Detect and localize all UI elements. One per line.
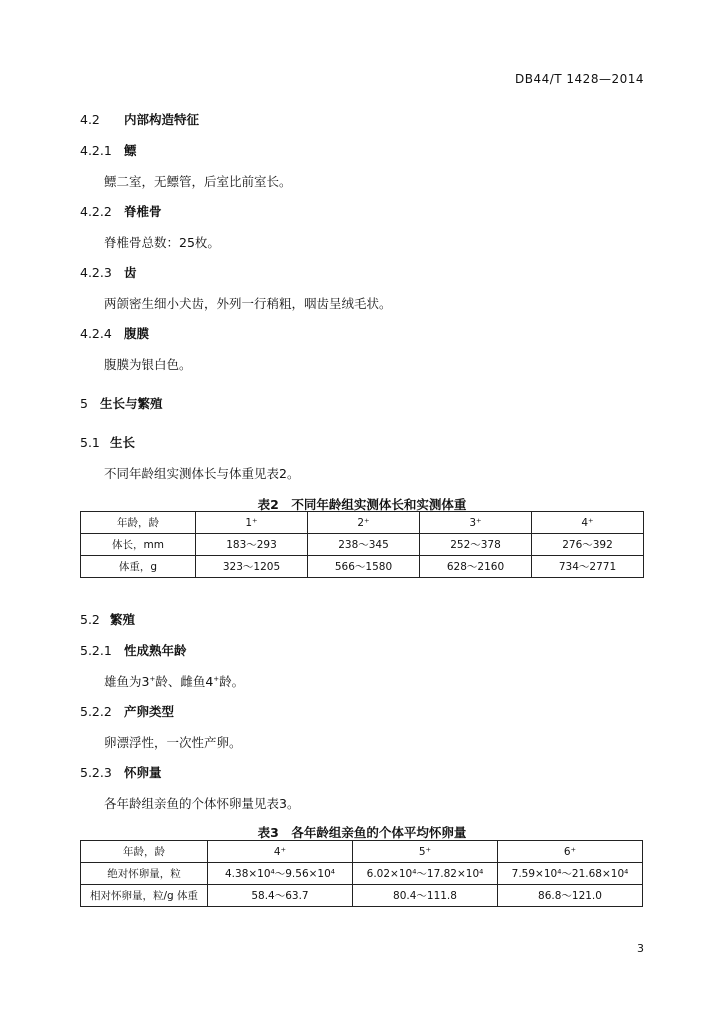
table-cell: 2⁺ (308, 512, 420, 534)
heading-5-2-2 (80, 702, 174, 720)
table-cell: 6.02×10⁴～17.82×10⁴ (353, 863, 498, 885)
heading-title: 生长与繁殖 (100, 396, 163, 411)
paragraph-teeth: 两颌密生细小犬齿，外列一行稍粗，咽齿呈绒毛状。 (104, 296, 392, 311)
heading-number: 5.1 (80, 435, 100, 450)
table3-caption: 表3 各年龄组亲鱼的个体平均怀卵量 (257, 825, 467, 840)
table-cell: 566～1580 (308, 556, 420, 578)
heading-title: 内部构造特征 (124, 112, 200, 127)
table-cell: 相对怀卵量，粒/g 体重 (81, 885, 208, 907)
heading-4-2-4 (80, 324, 149, 342)
table-cell: 628～2160 (420, 556, 532, 578)
table2-caption: 表2 不同年龄组实测体长和实测体重 (257, 497, 467, 512)
table-cell: 3⁺ (420, 512, 532, 534)
heading-number: 5 (80, 396, 88, 411)
superscript: + (213, 674, 220, 683)
table-cell: 4⁺ (208, 841, 353, 863)
heading-title: 齿 (124, 265, 137, 280)
table-cell: 绝对怀卵量，粒 (81, 863, 208, 885)
heading-number: 5.2.3 (80, 765, 112, 780)
table-row (81, 556, 644, 578)
heading-5-2-1 (80, 641, 187, 659)
table-cell: 1⁺ (196, 512, 308, 534)
table-cell: 734～2771 (532, 556, 644, 578)
table-cell: 58.4～63.7 (208, 885, 353, 907)
heading-number: 5.2 (80, 612, 100, 627)
text-segment: 雄鱼为3 (104, 674, 150, 689)
heading-title: 怀卵量 (124, 765, 162, 780)
paragraph-fecundity: 各年龄组亲鱼的个体怀卵量见表3。 (104, 796, 300, 811)
heading-number: 4.2.2 (80, 204, 112, 219)
heading-title: 生长 (110, 435, 136, 450)
superscript: + (149, 674, 156, 683)
heading-number: 5.2.1 (80, 643, 112, 658)
heading-5-1 (80, 433, 135, 451)
heading-title: 鳔 (124, 143, 137, 158)
heading-4-2-2 (80, 202, 162, 220)
heading-title: 脊椎骨 (124, 204, 162, 219)
paragraph-swim-bladder: 鳔二室，无鳔管，后室比前室长。 (104, 174, 292, 189)
table-row (81, 534, 644, 556)
table-cell: 252～378 (420, 534, 532, 556)
table-cell: 5⁺ (353, 841, 498, 863)
heading-5-2 (80, 610, 135, 628)
table-cell: 7.59×10⁴～21.68×10⁴ (498, 863, 643, 885)
heading-5-2-3 (80, 763, 162, 781)
heading-number: 4.2.4 (80, 326, 112, 341)
paragraph-maturity-age (104, 672, 244, 690)
table-cell: 86.8～121.0 (498, 885, 643, 907)
heading-title: 性成熟年龄 (124, 643, 187, 658)
table-row (81, 512, 644, 534)
table-row (81, 885, 643, 907)
table-cell: 6⁺ (498, 841, 643, 863)
table3 (80, 840, 643, 907)
table-cell: 4⁺ (532, 512, 644, 534)
table-row (81, 841, 643, 863)
table-cell: 体长，mm (81, 534, 196, 556)
table-cell: 80.4～111.8 (353, 885, 498, 907)
table-cell: 323～1205 (196, 556, 308, 578)
table-cell: 体重，g (81, 556, 196, 578)
table-cell: 276～392 (532, 534, 644, 556)
table2 (80, 511, 644, 578)
heading-title: 腹膜 (124, 326, 150, 341)
heading-4-2-3 (80, 263, 137, 281)
paragraph-vertebrae: 脊椎骨总数：25枚。 (104, 235, 220, 250)
table-cell: 183～293 (196, 534, 308, 556)
table-cell: 4.38×10⁴～9.56×10⁴ (208, 863, 353, 885)
text-segment: 龄。 (219, 674, 245, 689)
heading-title: 产卵类型 (124, 704, 175, 719)
text-segment: 龄、雌鱼4 (155, 674, 214, 689)
paragraph-peritoneum: 腹膜为银白色。 (104, 357, 192, 372)
heading-title: 繁殖 (110, 612, 136, 627)
heading-4-2-1 (80, 141, 137, 159)
heading-number: 4.2.3 (80, 265, 112, 280)
table-cell: 年龄，龄 (81, 512, 196, 534)
heading-4-2 (80, 110, 199, 128)
paragraph-growth: 不同年龄组实测体长与体重见表2。 (104, 466, 300, 481)
table-cell: 年龄，龄 (81, 841, 208, 863)
heading-number: 4.2 (80, 112, 100, 127)
table-cell: 238～345 (308, 534, 420, 556)
paragraph-spawning-type: 卵漂浮性，一次性产卵。 (104, 735, 242, 750)
page-number: 3 (637, 942, 644, 955)
document-code: DB44/T 1428—2014 (514, 72, 644, 86)
heading-number: 5.2.2 (80, 704, 112, 719)
table-row (81, 863, 643, 885)
heading-5 (80, 394, 163, 412)
heading-number: 4.2.1 (80, 143, 112, 158)
